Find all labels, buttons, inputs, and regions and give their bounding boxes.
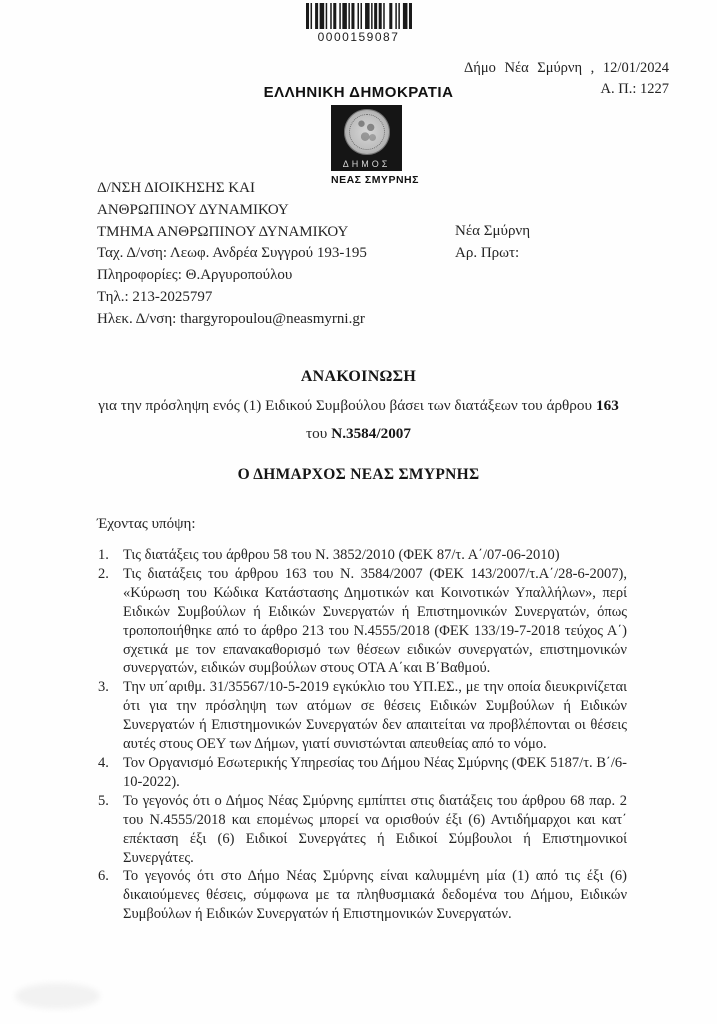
consideration-item: Τον Οργανισμό Εσωτερικής Υπηρεσίας του Δήμου Νέας Σμύρνης (ΦΕΚ 5187/τ. Β΄/6-10-2022).	[123, 754, 627, 790]
reference-block	[455, 221, 530, 265]
logo-caption: ΝΕΑΣ ΣΜΥΡΝΗΣ	[331, 174, 419, 186]
announcement-subtitle-line2	[0, 425, 717, 443]
seal-label: ΔΗΜΟΣ	[342, 159, 391, 169]
sender-line: Τηλ.: 213-2025797	[97, 288, 213, 305]
preamble-text: Έχοντας υπόψη:	[97, 516, 196, 532]
subtitle-law-prefix: του	[306, 425, 328, 442]
considerations-list	[97, 546, 627, 924]
consideration-item: Το γεγονός ότι ο Δήμος Νέας Σμύρνης εμπίπτει στις διατάξεις του άρθρου 68 παρ. 2 του Ν.4555/2018 και επομένως μπορεί να ορισθούν έξι (6) Αντιδήμαρχοι και κατ΄ επέκταση έξι (6) Ειδικοί Συνεργάτες ή Ειδικοί Σύμβουλοι ή Επιστημονικοί Συνεργάτες.	[123, 792, 627, 866]
consideration-item: Την υπ΄αριθμ. 31/35567/10-5-2019 εγκύκλιο του ΥΠ.ΕΣ., με την οποία διευκρινίζεται ότι για την πρόσληψη των ατόμων σε θέσεις Ειδικών Συμβούλων ή Ειδικών Συνεργατών ή Επιστημονικών Συνεργατών δεν απαιτείται να προβλέπονται οι θέσεις αυτές στους ΟΕΥ των Δήμων, γιατί συνιστώνται απευθείας από το νόμο.	[123, 679, 627, 753]
subtitle-article-number: 163	[596, 397, 619, 414]
consideration-item: Τις διατάξεις του άρθρου 163 του Ν. 3584/2007 (ΦΕΚ 143/2007/τ.Α΄/28-6-2007), «Κύρωση του Κώδικα Κατάστασης Δημοτικών και Κοινοτικών Υπαλλήλων», περί Ειδικών Συμβούλων ή Ειδικών Συνεργατών ή Επιστημονικών Συνεργατών, όπως τροποποιήθηκε από το άρθρο 213 του Ν.4555/2018 (ΦΕΚ 133/19-7-2018 τεύχος Α΄) σχετικά με τον επανακαθορισμό των θέσεων ειδικών συνεργατών, επιστημονικών συνεργατών, ειδικών συμβούλων στους ΟΤΑ Α΄και Β΄Βαθμού.	[123, 565, 627, 677]
barcode-block	[0, 3, 717, 44]
sender-line: Ταχ. Δ/νση: Λεωφ. Ανδρέα Συγγρού 193-195	[97, 245, 367, 262]
subtitle-law-number: Ν.3584/2007	[331, 425, 411, 442]
reference-protocol-label: Αρ. Πρωτ:	[455, 244, 520, 261]
sender-line: Πληροφορίες: Θ.Αργυροπούλου	[97, 267, 293, 284]
republic-heading: ΕΛΛΗΝΙΚΗ ΔΗΜΟΚΡΑΤΙΑ	[263, 84, 454, 101]
consideration-item: Τις διατάξεις του άρθρου 58 του Ν. 3852/2010 (ΦΕΚ 87/τ. Α΄/07-06-2010)	[123, 547, 560, 563]
municipality-logo	[331, 105, 419, 186]
scan-smudge-artifact	[15, 983, 100, 1009]
sender-contact-block	[97, 178, 367, 331]
consideration-item: Το γεγονός ότι στο Δήμο Νέας Σμύρνης είναι καλυμμένη μία (1) από τις έξι (6) δικαιούμενες θέσεις, σύμφωνα με τα πληθυσμιακά δεδομένα του Δήμου, Ειδικών Συμβούλων ή Ειδικών Συνεργατών ή Επιστημονικών Συνεργατών.	[123, 868, 627, 923]
barcode-number: 0000159087	[317, 30, 400, 44]
sender-line: Ηλεκ. Δ/νση: thargyropoulou@neasmyrni.gr	[97, 310, 365, 327]
document-date: Δήμο Νέα Σμύρνη , 12/01/2024	[463, 60, 669, 76]
municipality-seal-icon	[331, 105, 402, 171]
reference-city: Νέα Σμύρνη	[455, 223, 531, 239]
announcement-title: ΑΝΑΚΟΙΝΩΣΗ	[300, 368, 417, 385]
barcode-icon	[306, 3, 412, 29]
sender-line: ΤΜΗΜΑ ΑΝΘΡΩΠΙΝΟΥ ΔΥΝΑΜΙΚΟΥ	[97, 223, 349, 240]
sender-line: Δ/ΝΣΗ ΔΙΟΙΚΗΣΗΣ ΚΑΙ	[97, 180, 255, 196]
seal-inner-ring-icon	[349, 114, 385, 150]
subtitle-text: για την πρόσληψη ενός (1) Ειδικού Συμβούλου βάσει των διατάξεων του άρθρου	[98, 397, 592, 414]
mayor-heading: Ο ΔΗΜΑΡΧΟΣ ΝΕΑΣ ΣΜΥΡΝΗΣ	[237, 466, 480, 483]
announcement-subtitle-line1	[0, 397, 717, 415]
seal-circle-icon	[344, 109, 390, 155]
protocol-number: Α. Π.: 1227	[600, 81, 669, 97]
sender-line: ΑΝΘΡΩΠΙΝΟΥ ΔΥΝΑΜΙΚΟΥ	[97, 201, 289, 218]
